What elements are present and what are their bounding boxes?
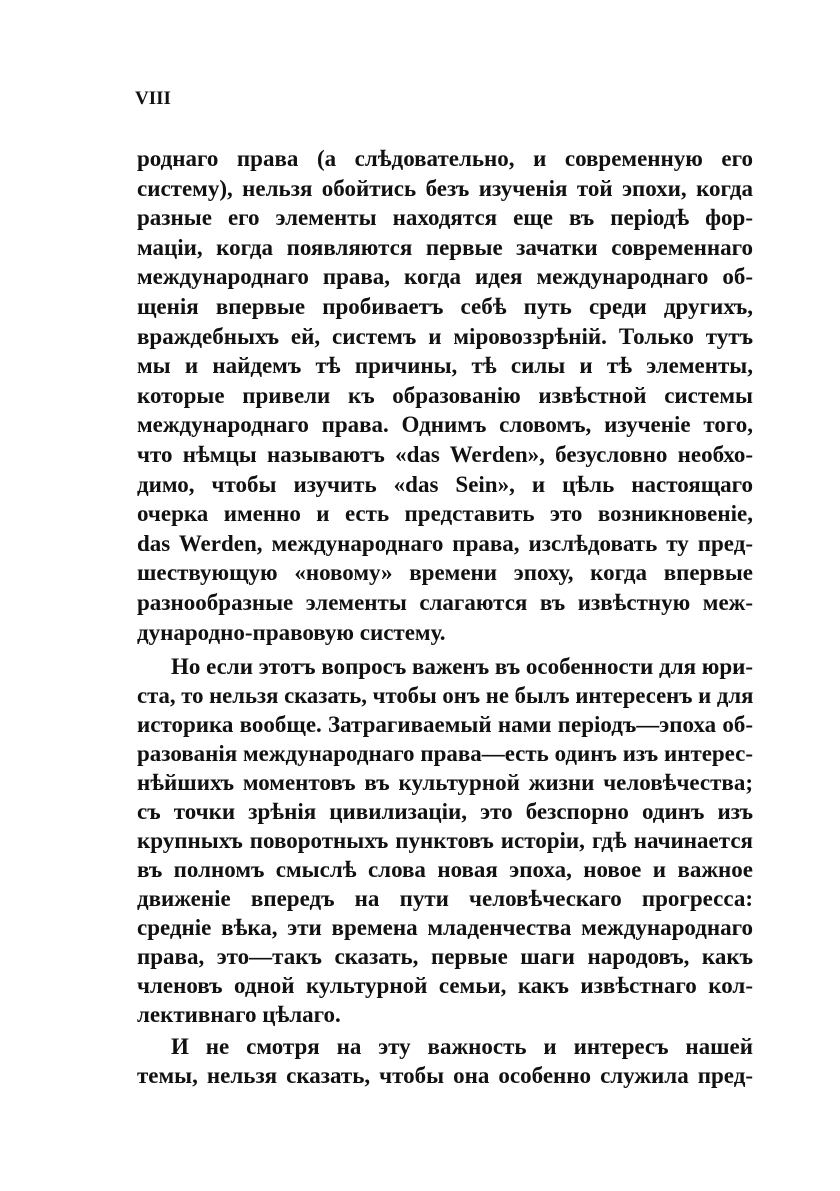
paragraph-1 bbox=[137, 144, 753, 647]
text-line: историка вообще. Затрагиваемый нами періодъ—эпоха об- bbox=[137, 712, 753, 737]
text-line: И не смотря на эту важность и интересъ нашей bbox=[171, 1034, 753, 1059]
text-line: разные его элементы находятся еще въ періодѣ фор- bbox=[137, 205, 753, 231]
text-line: международнаго права. Однимъ словомъ, изученіе того, bbox=[137, 412, 753, 438]
text-line: разнообразные элементы слагаются въ извѣстную меж- bbox=[137, 589, 753, 615]
text-line: роднаго права (а слѣдовательно, и современную его bbox=[137, 146, 753, 171]
text-line: средніе вѣка, эти времена младенчества международнаго bbox=[137, 915, 753, 940]
text-line: движеніе впередъ на пути человѣческаго прогресса: bbox=[137, 886, 753, 911]
text-line: разованія международнаго права—есть одинъ изъ интерес- bbox=[137, 741, 753, 766]
text-line: щенія впервые пробиваетъ себѣ путь среди другихъ, bbox=[137, 293, 753, 319]
text-line: въ полномъ смыслѣ слова новая эпоха, новое и важное bbox=[137, 857, 753, 882]
paragraph-3 bbox=[137, 1032, 753, 1090]
text-line: международнаго права, когда идея международнаго об- bbox=[137, 264, 753, 290]
text-line: что нѣмцы называютъ «das Werden», безусловно необхо- bbox=[137, 441, 753, 467]
text-line: которые привели къ образованію извѣстной системы bbox=[137, 382, 753, 408]
text-line: темы, нельзя сказать, чтобы она особенно служила пред- bbox=[137, 1063, 753, 1088]
text-line: димо, чтобы изучить «das Sein», и цѣль настоящаго bbox=[137, 471, 753, 497]
text-line: шествующую «новому» времени эпоху, когда впервые bbox=[137, 560, 753, 586]
text-line: мы и найдемъ тѣ причины, тѣ силы и тѣ элементы, bbox=[137, 353, 753, 379]
text-line: систему), нельзя обойтись безъ изученія той эпохи, когда bbox=[137, 175, 753, 201]
text-line: Но если этотъ вопросъ важенъ въ особенности для юри- bbox=[171, 654, 754, 679]
text-line: нѣйшихъ моментовъ въ культурной жизни человѣчества; bbox=[137, 770, 753, 795]
text-line: крупныхъ поворотныхъ пунктовъ исторіи, гдѣ начинается bbox=[137, 828, 753, 853]
text-line: съ точки зрѣнія цивилизаціи, это безспорно одинъ изъ bbox=[137, 799, 753, 824]
page-number: VIII bbox=[135, 88, 171, 109]
text-line: враждебныхъ ей, системъ и міровоззрѣній. Только тутъ bbox=[137, 323, 753, 349]
text-line: членовъ одной культурной семьи, какъ извѣстнаго кол- bbox=[137, 973, 753, 998]
text-line: лективнаго цѣлаго. bbox=[137, 1002, 341, 1027]
text-line: очерка именно и есть представить это возникновеніе, bbox=[137, 501, 753, 527]
text-line: das Werden, международнаго права, изслѣдовать ту пред- bbox=[137, 530, 753, 556]
paragraph-2 bbox=[137, 652, 753, 1029]
text-line: права, это—такъ сказать, первые шаги народовъ, какъ bbox=[137, 944, 753, 969]
text-line: ста, то нельзя сказать, чтобы онъ не былъ интересенъ и для bbox=[137, 683, 754, 708]
text-line: маціи, когда появляются первые зачатки современнаго bbox=[137, 234, 753, 260]
text-line: дународно-правовую систему. bbox=[137, 619, 446, 645]
